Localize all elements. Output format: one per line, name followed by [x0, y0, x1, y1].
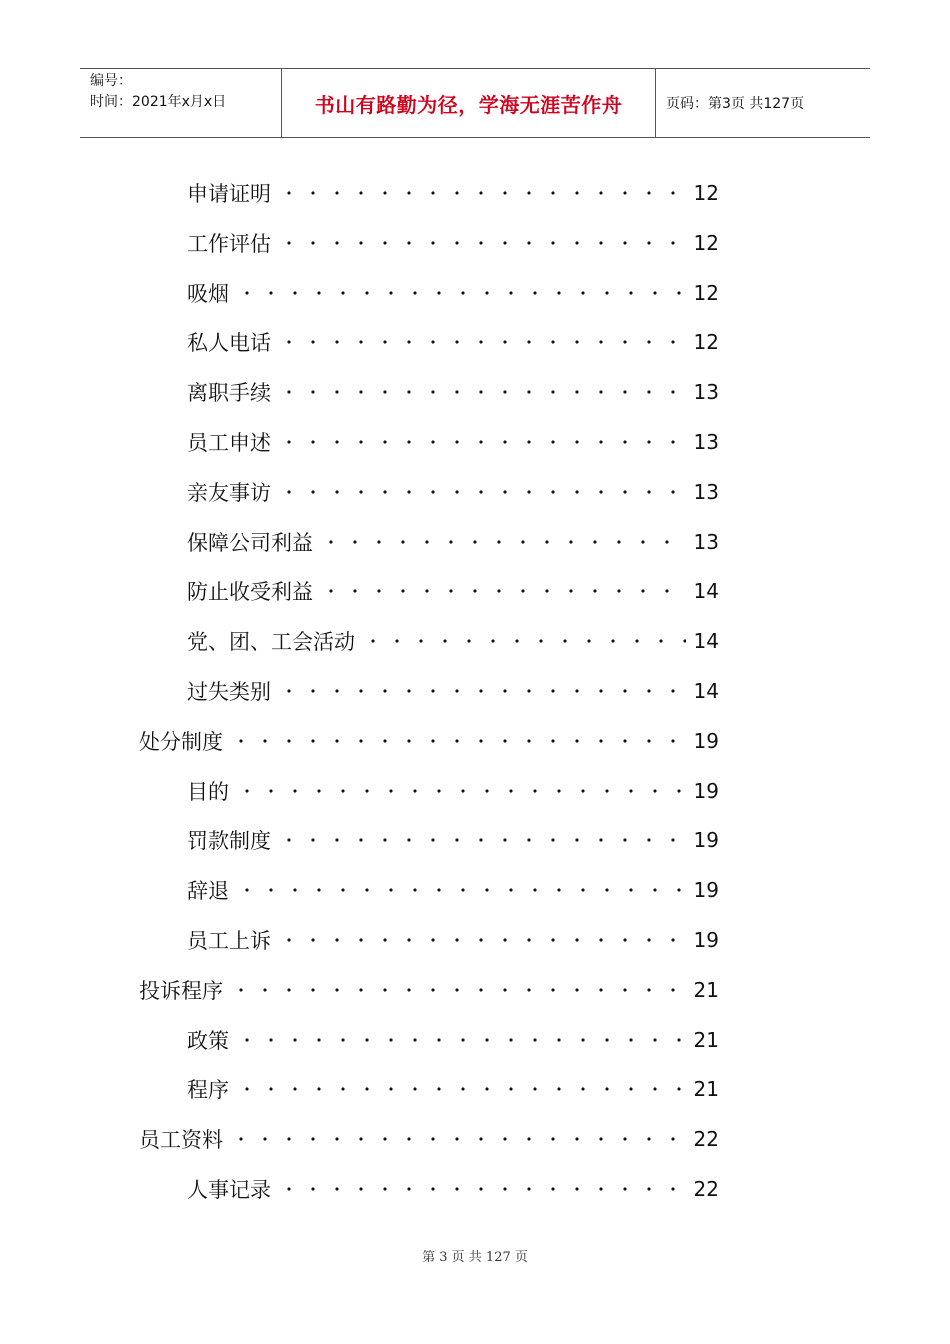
toc-entry-title: 目的 [187, 779, 229, 804]
toc-leader-dots [277, 689, 686, 693]
toc-entry[interactable] [187, 367, 719, 417]
toc-entry-title: 程序 [187, 1078, 229, 1103]
toc-entry-page: 19 [693, 878, 719, 903]
toc-entry-title: 投诉程序 [139, 978, 223, 1003]
toc-entry-page: 13 [693, 529, 719, 554]
toc-leader-dots [235, 291, 686, 295]
toc-entry-title: 辞退 [187, 879, 229, 904]
header-meta [80, 69, 282, 137]
toc-entry[interactable] [187, 865, 719, 915]
toc-entry-title: 离职手续 [187, 381, 271, 406]
toc-entry-page: 22 [693, 1127, 719, 1152]
toc-entry[interactable] [187, 417, 719, 467]
toc-entry[interactable] [187, 1015, 719, 1065]
toc-entry[interactable] [187, 1164, 719, 1214]
toc-leader-dots [229, 1137, 686, 1141]
toc-leader-dots [361, 639, 686, 643]
toc-entry-title: 政策 [187, 1028, 229, 1053]
toc-leader-dots [235, 789, 686, 793]
toc-entry[interactable] [187, 815, 719, 865]
toc-entry-title: 人事记录 [187, 1178, 271, 1202]
toc-entry-title: 员工资料 [139, 1128, 223, 1153]
toc-leader-dots [277, 191, 686, 195]
toc-leader-dots [277, 938, 686, 942]
toc-entry-title: 防止收受利益 [187, 580, 313, 605]
toc-entry-page: 12 [693, 230, 719, 255]
toc-entry-page: 14 [693, 679, 719, 703]
toc-leader-dots [319, 589, 686, 593]
toc-entry-page: 19 [693, 828, 719, 853]
toc-entry-page: 21 [693, 1027, 719, 1052]
toc-entry[interactable] [187, 168, 719, 218]
toc-entry-page: 19 [693, 778, 719, 803]
toc-entry-page: 19 [693, 728, 719, 753]
toc-entry-page: 21 [693, 977, 719, 1002]
toc-entry-title: 亲友事访 [187, 480, 271, 505]
toc-entry-title: 罚款制度 [187, 829, 271, 854]
toc-leader-dots [277, 390, 686, 394]
toc-entry[interactable] [139, 716, 719, 766]
toc-leader-dots [235, 1087, 686, 1091]
toc-entry[interactable] [187, 915, 719, 965]
toc-leader-dots [229, 988, 686, 992]
toc-entry-page: 14 [693, 629, 719, 654]
toc-entry-page: 21 [693, 1077, 719, 1102]
toc-entry-page: 13 [693, 479, 719, 504]
toc-entry-title: 私人电话 [187, 331, 271, 356]
toc-entry-page: 13 [693, 380, 719, 405]
toc-leader-dots [277, 340, 686, 344]
toc-leader-dots [235, 1038, 686, 1042]
toc-entry-page: 12 [693, 330, 719, 355]
toc-entry-title: 工作评估 [187, 231, 271, 256]
toc-entry-title: 申请证明 [187, 182, 271, 206]
toc-entry-title: 处分制度 [139, 729, 223, 754]
document-number-label: 编号： [90, 73, 132, 89]
toc-entry[interactable] [187, 317, 719, 367]
toc-leader-dots [277, 1187, 686, 1191]
toc-entry[interactable] [187, 268, 719, 318]
toc-entry[interactable] [187, 467, 719, 517]
toc-entry-page: 14 [693, 579, 719, 604]
page-footer: 第 3 页 共 127 页 [422, 1250, 528, 1265]
header-motto-cell [282, 69, 656, 137]
toc-leader-dots [277, 241, 686, 245]
page-header [80, 68, 870, 138]
toc-entry[interactable] [187, 517, 719, 567]
toc-entry-page: 12 [693, 181, 719, 205]
toc-entry-page: 22 [693, 1177, 719, 1201]
toc-entry-title: 过失类别 [187, 680, 271, 704]
toc-entry[interactable] [187, 666, 719, 716]
toc-entry-page: 13 [693, 430, 719, 454]
toc-entry-page: 19 [693, 928, 719, 952]
toc-entry[interactable] [187, 616, 719, 666]
toc-entry[interactable] [139, 965, 719, 1015]
toc-entry-title: 吸烟 [187, 281, 229, 306]
toc-leader-dots [277, 490, 686, 494]
toc-entry[interactable] [187, 566, 719, 616]
toc-entry[interactable] [187, 218, 719, 268]
toc-entry-title: 员工上诉 [187, 929, 271, 953]
toc-entry[interactable] [187, 766, 719, 816]
toc-leader-dots [229, 739, 686, 743]
toc-entry-title: 保障公司利益 [187, 530, 313, 555]
document-time-label: 时间：2021年x月x日 [90, 94, 227, 110]
toc-entry-page: 12 [693, 280, 719, 305]
header-page-info: 页码：第3页 共127页 [666, 96, 805, 112]
toc-entry[interactable] [187, 1064, 719, 1114]
toc-leader-dots [235, 888, 686, 892]
toc-entry-title: 党、团、工会活动 [187, 630, 355, 655]
toc-leader-dots [319, 540, 686, 544]
toc-leader-dots [277, 440, 686, 444]
header-motto: 书山有路勤为径，学海无涯苦作舟 [314, 92, 623, 117]
toc-entry[interactable] [139, 1114, 719, 1164]
toc-leader-dots [277, 838, 686, 842]
toc-entry-title: 员工申述 [187, 431, 271, 455]
